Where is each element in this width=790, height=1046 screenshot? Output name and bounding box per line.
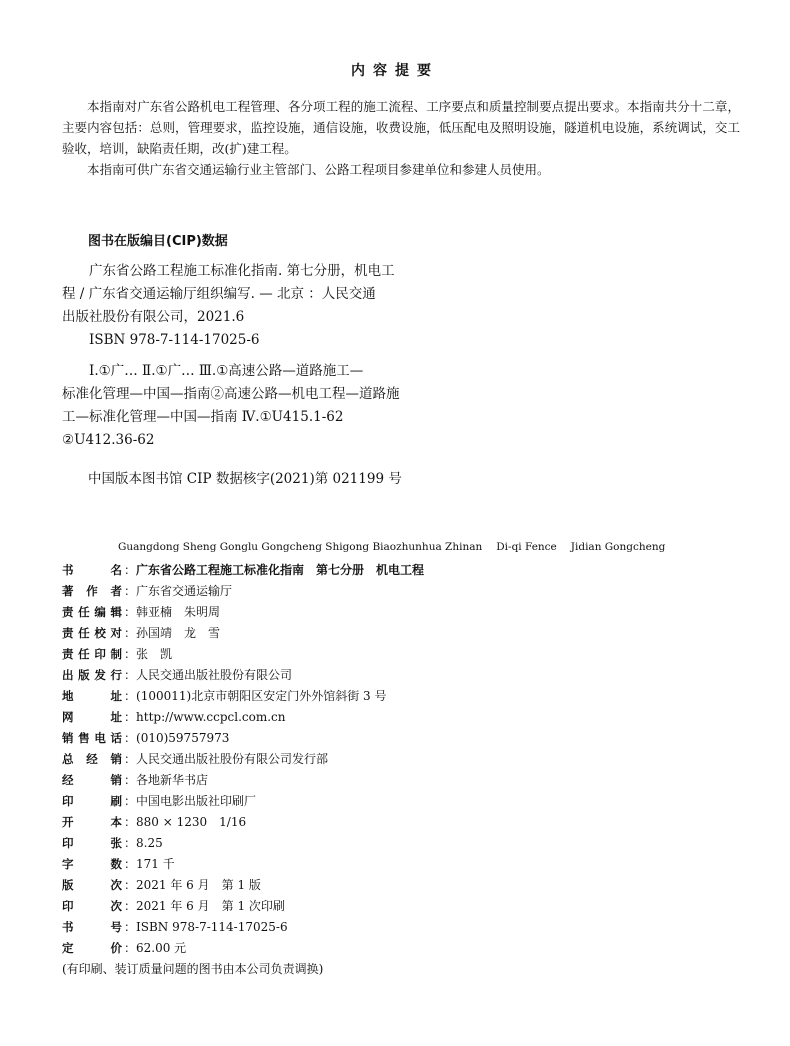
colophon-value: 广东省公路工程施工标准化指南 第七分册 机电工程 (136, 563, 425, 577)
colophon-row-website: 网 址 ： http://www.ccpcl.com.cn (62, 709, 286, 724)
cip-record (62, 260, 442, 452)
colophon-row-edition: 版 次 ： 2021 年 6 月 第 1 版 (62, 877, 261, 892)
colophon-row-printer: 印 刷 ： 中国电影出版社印刷厂 (62, 793, 257, 808)
colophon-row-printing: 印 次 ： 2021 年 6 月 第 1 次印刷 (62, 898, 285, 913)
colophon-value: 8.25 (136, 835, 163, 850)
colophon-row-proofreader: 责任校对 ： 孙国靖 龙 雪 (62, 625, 221, 640)
cip-line: 出版社股份有限公司，2021.6 (62, 309, 245, 325)
cip-line: 广东省公路工程施工标准化指南. 第七分册，机电工 (89, 263, 395, 279)
colophon-label: 书 名 (62, 562, 122, 577)
colophon-label: 经 销 (62, 772, 122, 787)
summary-title: 内容提要 (351, 63, 439, 79)
colophon-label: 网 址 (62, 709, 122, 724)
colophon (62, 559, 702, 979)
colophon-value: ISBN 978-7-114-17025-6 (136, 919, 288, 934)
colophon-value: 880 × 1230 1/16 (136, 815, 247, 829)
colophon-value: 人民交通出版社股份有限公司发行部 (136, 752, 329, 766)
pinyin-title (118, 541, 665, 553)
pinyin-part: Jidian Gongcheng (570, 541, 666, 553)
colophon-row-editor: 责任编辑 ： 韩亚楠 朱明周 (62, 604, 221, 619)
pinyin-part: Guangdong Sheng Gonglu Gongcheng Shigong Biaozhunhua Zhinan (118, 541, 483, 553)
summary-text (62, 96, 740, 180)
colophon-value: 各地新华书店 (136, 773, 209, 787)
colophon-label: 出版发行 (62, 667, 122, 682)
colophon-value: (010)59757973 (136, 730, 230, 745)
cip-isbn: ISBN 978-7-114-17025-6 (89, 332, 260, 348)
colophon-row-publisher: 出版发行 ： 人民交通出版社股份有限公司 (62, 667, 293, 682)
colophon-row-isbn: 书 号 ： ISBN 978-7-114-17025-6 (62, 919, 288, 934)
colophon-row-sheets: 印 张 ： 8.25 (62, 835, 163, 850)
colophon-value: (100011)北京市朝阳区安定门外外馆斜街 3 号 (136, 689, 387, 703)
colophon-value: 中国电影出版社印刷厂 (136, 794, 257, 808)
colophon-label: 销售电话 (62, 730, 122, 745)
colophon-label: 印 刷 (62, 793, 122, 808)
cip-subject-line: 标准化管理—中国—指南②高速公路—机电工程—道路施 (62, 386, 400, 402)
summary-paragraph: 本指南可供广东省交通运输行业主管部门、公路工程项目参建单位和参建人员使用。 (87, 162, 550, 177)
colophon-label: 开 本 (62, 814, 122, 829)
colophon-label: 责任印制 (62, 646, 122, 661)
colophon-row-author: 著 作 者 ： 广东省交通运输厅 (62, 583, 233, 598)
colophon-label: 印 次 (62, 898, 122, 913)
colophon-label: 字 数 (62, 856, 122, 871)
pinyin-part: Di-qi Fence (496, 541, 557, 553)
colophon-label: 书 号 (62, 919, 122, 934)
colophon-label: 总 经 销 (62, 751, 122, 766)
colophon-label: 责任编辑 (62, 604, 122, 619)
colophon-row-sales-phone: 销售电话 ： (010)59757973 (62, 730, 230, 745)
quality-note: (有印刷、装订质量问题的图书由本公司负责调换) (62, 962, 324, 976)
colophon-label: 责任校对 (62, 625, 122, 640)
colophon-value: 62.00 元 (136, 941, 187, 955)
colophon-value: 2021 年 6 月 第 1 版 (136, 878, 261, 892)
colophon-label: 著 作 者 (62, 583, 122, 598)
colophon-row-print-supervisor: 责任印制 ： 张 凯 (62, 646, 173, 661)
colophon-value: 人民交通出版社股份有限公司 (136, 668, 293, 682)
colophon-label: 地 址 (62, 688, 122, 703)
colophon-value: 张 凯 (136, 647, 173, 661)
colophon-row-format: 开 本 ： 880 × 1230 1/16 (62, 814, 247, 829)
colophon-value: 广东省交通运输厅 (136, 584, 233, 598)
colophon-row-address: 地 址 ： (100011)北京市朝阳区安定门外外馆斜街 3 号 (62, 688, 387, 703)
colophon-row-price: 定 价 ： 62.00 元 (62, 940, 187, 955)
cip-data-number: 中国版本图书馆 CIP 数据核字(2021)第 021199 号 (88, 471, 402, 487)
cip-subject-line: ②U412.36-62 (62, 432, 155, 448)
cip-line: 程 / 广东省交通运输厅组织编写. — 北京 ：人民交通 (62, 286, 376, 302)
colophon-label: 印 张 (62, 835, 122, 850)
colophon-row-word-count: 字 数 ： 171 千 (62, 856, 175, 871)
cip-subject-line: 工—标准化管理—中国—指南 Ⅳ.①U415.1-62 (62, 409, 344, 425)
colophon-value: 孙国靖 龙 雪 (136, 626, 221, 640)
colophon-value: 171 千 (136, 857, 175, 871)
colophon-value: 2021 年 6 月 第 1 次印刷 (136, 899, 285, 913)
summary-paragraph: 本指南对广东省公路机电工程管理、各分项工程的施工流程、工序要点和质量控制要点提出要求。本指南共分十二章，主要内容包括：总则，管理要求，监控设施，通信设施，收费设施，低压配电及照明设施，隧道机电设施，系统调试，交工验收，培训，缺陷责任期，改(扩)建工程。 (62, 99, 740, 156)
colophon-row-title: 书 名 ： 广东省公路工程施工标准化指南 第七分册 机电工程 (62, 562, 425, 577)
colophon-value: 韩亚楠 朱明周 (136, 605, 221, 619)
colophon-row-seller: 经 销 ： 各地新华书店 (62, 772, 209, 787)
cip-heading: 图书在版编目(CIP)数据 (88, 234, 228, 249)
cip-subject-line: Ⅰ.①广… Ⅱ.①广… Ⅲ.①高速公路—道路施工— (89, 363, 364, 379)
colophon-label: 版 次 (62, 877, 122, 892)
colophon-label: 定 价 (62, 940, 122, 955)
colophon-row-distributor: 总 经 销 ： 人民交通出版社股份有限公司发行部 (62, 751, 329, 766)
website-link[interactable]: http://www.ccpcl.com.cn (136, 709, 286, 724)
